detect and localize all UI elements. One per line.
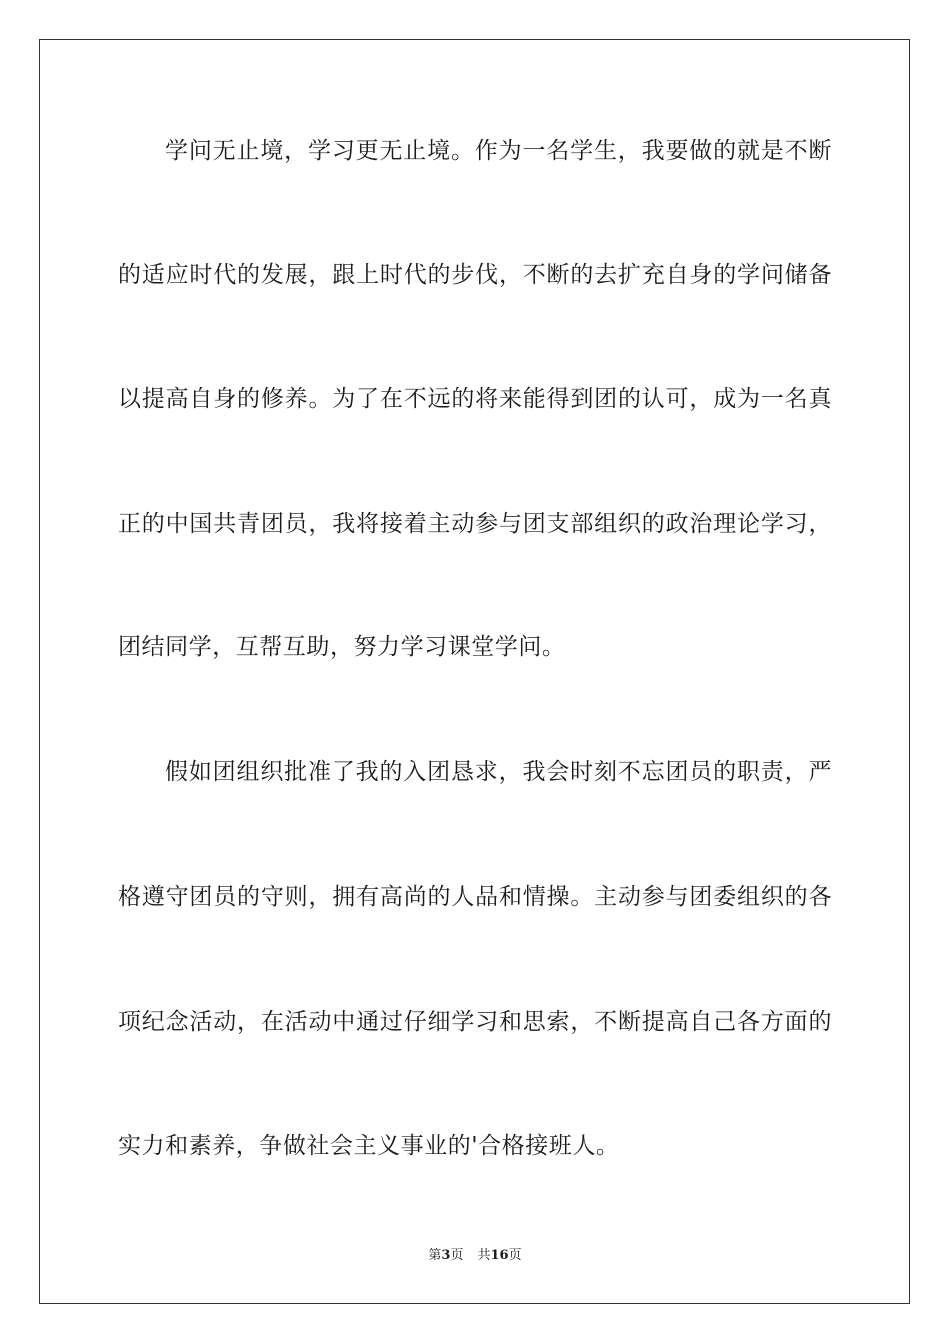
page-border [39, 39, 910, 1304]
paragraph-1-line-5: 团结同学，互帮互助，努力学习课堂学问。 [118, 634, 566, 660]
total-pages: 16 [490, 1248, 509, 1263]
paragraph-1-line-2: 的适应时代的发展，跟上时代的步伐，不断的去扩充自身的学问储备 [118, 262, 832, 288]
paragraph-2-line-2: 格遵守团员的守则，拥有高尚的人品和情操。主动参与团委组织的各 [118, 884, 832, 910]
paragraph-2-line-4: 实力和素养，争做社会主义事业的'合格接班人。 [118, 1133, 620, 1159]
total-prefix: 共 [477, 1248, 491, 1263]
paragraph-1-line-4: 正的中国共青团员，我将接着主动参与团支部组织的政治理论学习， [118, 511, 832, 537]
paragraph-2-line-1: 假如团组织批准了我的入团恳求，我会时刻不忘团员的职责，严 [165, 759, 832, 785]
page-prefix: 第 [428, 1248, 442, 1263]
paragraph-1-line-1: 学问无止境，学习更无止境。作为一名学生，我要做的就是不断 [165, 138, 832, 164]
page-footer [0, 1247, 950, 1265]
page-suffix: 页 [450, 1248, 464, 1263]
total-suffix: 页 [508, 1248, 522, 1263]
page-number: 3 [441, 1248, 451, 1263]
paragraph-2-line-3: 项纪念活动，在活动中通过仔细学习和思索，不断提高自己各方面的 [118, 1009, 832, 1035]
paragraph-1-line-3: 以提高自身的修养。为了在不远的将来能得到团的认可，成为一名真 [118, 386, 832, 412]
